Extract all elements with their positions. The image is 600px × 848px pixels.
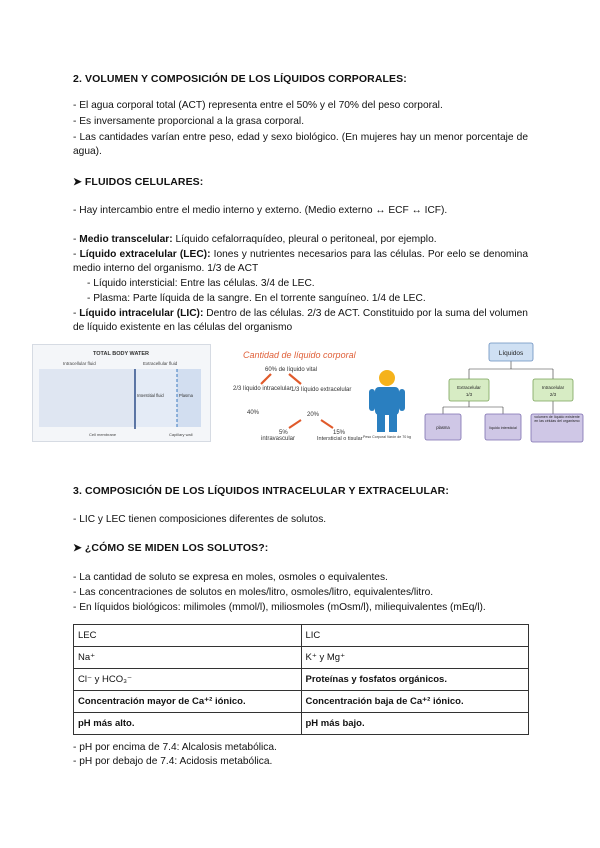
- fig2-body-torso: [375, 387, 399, 415]
- fluidos-heading: ➤ FLUIDOS CELULARES:: [73, 176, 204, 188]
- solutos-heading: ➤ ¿CÓMO SE MIDEN LOS SOLUTOS?:: [73, 542, 269, 554]
- fig3-root: Líquidos: [498, 350, 524, 357]
- fig2-ec-label: 1/3 líquido extracelular: [291, 387, 352, 393]
- fig2-body-arm-right: [399, 389, 405, 411]
- fig2-body-leg-right: [389, 414, 397, 432]
- fig2-iv-pct: 5%: [279, 430, 288, 436]
- lic-line: - Líquido intracelular (LIC): Dentro de las células. 2/3 de ACT. Constituido por la suma del volumen de líquido existente en las células del organismo: [73, 308, 528, 333]
- table-row: [74, 647, 529, 669]
- fig2-arrow-iv: [289, 420, 301, 428]
- fig2-body-arm-left: [369, 389, 375, 411]
- fig2-body-text: Peso Corporal Varón de 70 kg: [362, 435, 412, 439]
- fig3-plasma: plasma: [436, 425, 450, 430]
- fig2-title: Cantidad de líquido corporal: [243, 350, 356, 360]
- section2-line-2: - Es inversamente proporcional a la grasa corporal.: [73, 116, 305, 127]
- fig1-plasma-region: [177, 369, 201, 427]
- table-cell: Concentración baja de Ca⁺² iónico.: [301, 691, 529, 713]
- lic-text: Dentro de las células. 2/3 de ACT. Constituido por la suma del volumen de líquido existente en las células del organismo: [73, 308, 528, 333]
- table-cell: Proteínas y fosfatos orgánicos.: [301, 669, 529, 691]
- table-cell: K⁺ y Mg⁺: [301, 647, 529, 669]
- fig2-ic-label: 2/3 líquido intracelular: [233, 386, 292, 392]
- plasma-line: - Plasma: Parte líquida de la sangre. En el torrente sanguíneo. 1/4 de LEC.: [87, 293, 426, 304]
- fig1-extracellular: Extracellular fluid: [143, 361, 178, 366]
- cantidad-liquido-figure: [229, 344, 417, 440]
- section2-heading: 2. VOLUMEN Y COMPOSICIÓN DE LOS LÍQUIDOS CORPORALES:: [73, 73, 407, 85]
- fig2-arrow-left: [261, 374, 271, 384]
- fig1-intracellular: Intracellular fluid: [63, 361, 96, 366]
- table-row: [74, 691, 529, 713]
- fig1-cell-membrane: Cell membrane: [89, 432, 117, 437]
- lec-line: - Líquido extracelular (LEC): Iones y nutrientes necesarios para las células. Por eelo se denomina medio interno del organismo. 1/3 de ACT: [73, 249, 528, 274]
- lic-label: Líquido intracelular (LIC):: [79, 308, 204, 319]
- intersticial-line: - Líquido intersticial: Entre las células. 3/4 de LEC.: [87, 278, 315, 289]
- alcalosis-line: - pH por encima de 7.4: Alcalosis metabólica.: [73, 742, 277, 753]
- lec-lic-table: [73, 624, 529, 735]
- fig1-title: TOTAL BODY WATER: [92, 351, 150, 357]
- solutos-line-3: - En líquidos biológicos: milimoles (mmol/l), miliosmoles (mOsm/l), miliequivalentes (mEq/l).: [73, 602, 486, 613]
- fig1-plasma: Plasma: [179, 393, 193, 398]
- section3-heading: 3. COMPOSICIÓN DE LOS LÍQUIDOS INTRACELULAR Y EXTRACELULAR:: [73, 485, 449, 497]
- fig3-extra: Extracelular: [457, 385, 481, 390]
- solutos-line-2: - Las concentraciones de solutos en moles/litro, osmoles/litro, equivalentes/litro.: [73, 587, 434, 598]
- section2-line-1: - El agua corporal total (ACT) representa entre el 50% y el 70% del peso corporal.: [73, 100, 443, 111]
- fig2-ic-pct: 40%: [247, 410, 260, 416]
- solutos-line-1: - La cantidad de soluto se expresa en moles, osmoles o equivalentes.: [73, 572, 388, 583]
- fig3-extra-box: [449, 379, 489, 401]
- fig2-body-head: [379, 370, 395, 386]
- lec-text: Iones y nutrientes necesarios para las células. Por eelo se denomina medio interno del organismo. 1/3 de ACT: [73, 249, 528, 274]
- fig2-body-leg-left: [377, 414, 385, 432]
- intercambio-line: - Hay intercambio entre el medio interno y externo. (Medio externo ↔ ECF ↔ ICF).: [73, 205, 448, 216]
- liquidos-concept-map: [421, 339, 588, 444]
- fig2-total: 60% de líquido vital: [265, 367, 318, 373]
- total-body-water-figure: [32, 344, 211, 442]
- fig3-intersticial: líquido intersticial: [489, 426, 517, 430]
- table-cell: Cl⁻ y HCO₃⁻: [74, 669, 302, 691]
- table-cell: Na⁺: [74, 647, 302, 669]
- table-row: [74, 669, 529, 691]
- fig3-intra-box: [533, 379, 573, 401]
- transcelular-line: - Medio transcelular: Líquido cefalorraquídeo, pleural o peritoneal, por ejemplo.: [73, 234, 437, 245]
- table-cell: LIC: [301, 625, 529, 647]
- fig1-isf-region: [135, 369, 177, 427]
- fig1-capillary-wall: Capillary wall: [169, 432, 193, 437]
- table-row: [74, 625, 529, 647]
- fig2-arrow-right: [289, 374, 301, 384]
- table-row: [74, 713, 529, 735]
- fig2-is-label: Intersticial o tisular: [317, 436, 363, 440]
- table-cell: pH más bajo.: [301, 713, 529, 735]
- fig2-is-pct: 15%: [333, 430, 346, 436]
- fig1-interstitial: Interstitial fluid: [137, 393, 164, 398]
- fig3-intra: Intracelular: [541, 385, 565, 390]
- section3-line: - LIC y LEC tienen composiciones diferentes de solutos.: [73, 514, 327, 525]
- table-cell: LEC: [74, 625, 302, 647]
- fig3-intra-sub: 2/3: [549, 392, 557, 397]
- fig1-icf-region: [39, 369, 135, 427]
- fig2-iv-label: intravascular: [261, 436, 296, 440]
- fig3-intra-desc: volumen de líquido existente en las células del organismo: [534, 415, 580, 424]
- lec-label: Líquido extracelular (LEC):: [79, 249, 211, 260]
- transcelular-label: Medio transcelular:: [79, 234, 173, 245]
- transcelular-text: Líquido cefalorraquídeo, pleural o peritoneal, por ejemplo.: [172, 234, 437, 245]
- acidosis-line: - pH por debajo de 7.4: Acidosis metabólica.: [73, 756, 273, 767]
- fig2-arrow-is: [321, 420, 333, 428]
- table-cell: pH más alto.: [74, 713, 302, 735]
- table-cell: Concentración mayor de Ca⁺² iónico.: [74, 691, 302, 713]
- fig2-ec-pct: 20%: [307, 412, 320, 418]
- fig3-extra-sub: 1/3: [465, 392, 473, 397]
- section2-line-3: - Las cantidades varían entre peso, edad y sexo biológico. (En mujeres hay un menor porcentaje de agua).: [73, 132, 528, 157]
